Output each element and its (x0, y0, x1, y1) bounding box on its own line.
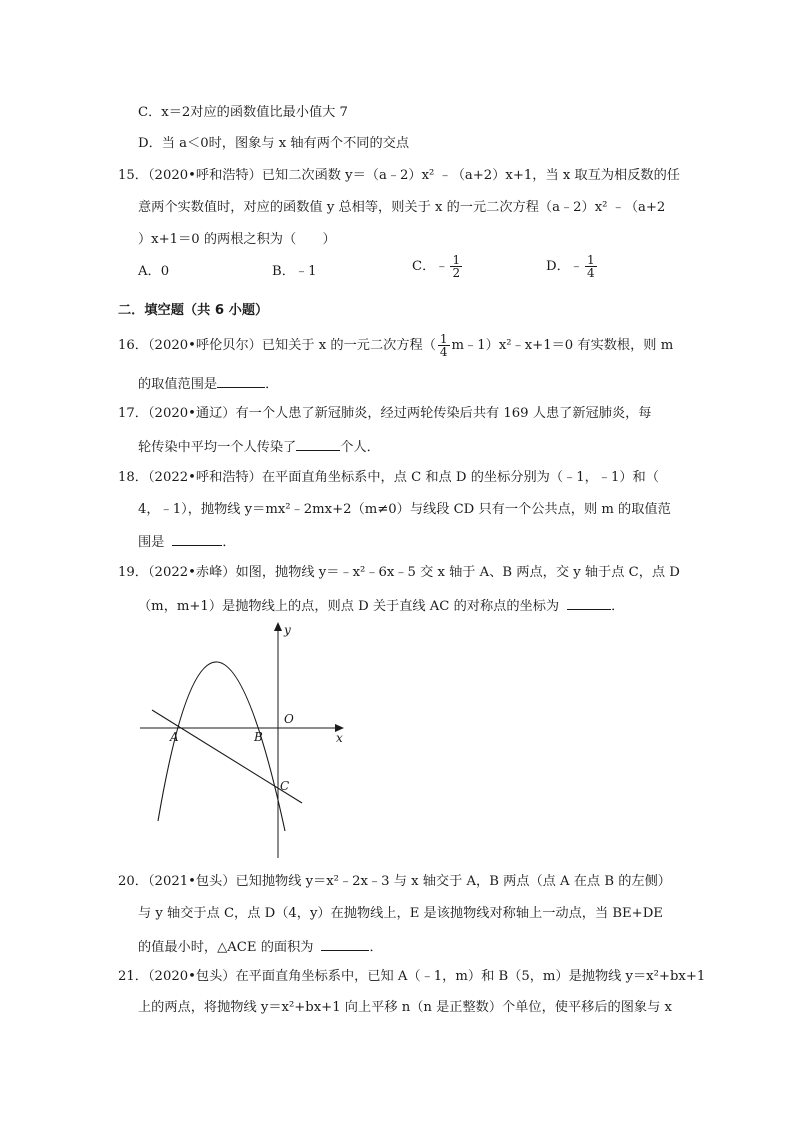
label-origin: O (284, 712, 294, 726)
fraction-numerator: 1 (452, 253, 461, 267)
q18-line-1: 18．（2022•呼和浩特）在平面直角坐标系中，点 C 和点 D 的坐标分别为（﹣1，﹣1）和（ (118, 470, 659, 485)
q18-line-2: 4，﹣1），抛物线 y＝mx²﹣2mx+2（m≠0）与线段 CD 只有一个公共点，则 m 的取值范 (138, 502, 671, 517)
q16-prefix: 16．（2020•呼伦贝尔）已知关于 x 的一元二次方程（ (118, 338, 436, 353)
q15-option-a: A．0 (138, 264, 170, 279)
q16-fraction (438, 333, 450, 358)
q18-period: ． (222, 535, 236, 550)
section-heading: 二．填空题（共 6 小题） (118, 303, 269, 318)
q20-line-3-text: 的值最小时，△ACE 的面积为 (138, 940, 314, 955)
q17-line-2 (138, 437, 380, 457)
parabola-curve (158, 662, 285, 831)
q19-line-1: 19．（2022•赤峰）如图，抛物线 y＝﹣x²﹣6x﹣5 交 x 轴于 A、B 两点，交 y 轴于点 C，点 D (118, 565, 680, 580)
fraction-denominator: 2 (452, 266, 461, 280)
label-y: y (284, 623, 291, 637)
q18-line-3 (138, 532, 236, 552)
y-axis-arrow (274, 622, 282, 631)
q15-line-3: ）x+1＝0 的两根之积为（ ） (138, 232, 336, 247)
q16-suffix: m﹣1）x²﹣x+1＝0 有实数根，则 m (451, 338, 674, 353)
q15-line-2: 意两个实数值时，对应的函数值 y 总相等，则关于 x 的一元二次方程（a﹣2）x² ﹣（a+2 (138, 200, 666, 215)
q15-line-1: 15．（2020•呼和浩特）已知二次函数 y＝（a﹣2）x² ﹣（a+2）x+1，当 x 取互为相反数的任 (118, 168, 680, 183)
answer-blank[interactable] (296, 437, 340, 451)
q16-line-2-text: 的取值范围是 (138, 377, 218, 392)
q16-line-2 (138, 374, 278, 394)
q17-line-1: 17．（2020•通辽）有一个人患了新冠肺炎，经过两轮传染后共有 169 人患了新冠肺炎，每 (118, 406, 652, 421)
label-x: x (336, 731, 343, 745)
q18-line-3-text: 围是 (138, 535, 165, 550)
answer-blank[interactable] (321, 937, 369, 951)
q15-option-d-fraction (585, 254, 597, 279)
q15-option-c-prefix: C．﹣ (412, 259, 449, 274)
q20-line-1: 20．（2021•包头）已知抛物线 y＝x²﹣2x﹣3 与 x 轴交于 A，B 两点（点 A 在点 B 的左侧） (118, 874, 671, 889)
line-option-d: D．当 a＜0时，图象与 x 轴有两个不同的交点 (138, 136, 410, 151)
q20-line-2: 与 y 轴交于点 C，点 D（4，y）在抛物线上，E 是该抛物线对称轴上一动点，当 BE+DE (138, 906, 663, 921)
q15-option-b: B．﹣1 (272, 264, 317, 279)
q15-option-c-fraction (450, 254, 462, 279)
q21-line-1: 21．（2020•包头）在平面直角坐标系中，已知 A（﹣1，m）和 B（5，m）是抛物线 y＝x²+bx+1 (118, 969, 706, 984)
q17-line-2-end: 个人． (340, 440, 380, 455)
q15-option-d (546, 254, 599, 279)
fraction-numerator: 1 (586, 253, 595, 267)
fraction-denominator: 4 (439, 345, 448, 359)
q15-option-d-prefix: D．﹣ (546, 259, 583, 274)
q19-line-2 (138, 596, 624, 616)
q20-period: ． (369, 940, 383, 955)
answer-blank[interactable] (567, 596, 611, 610)
label-b: B (254, 730, 263, 744)
label-a: A (170, 730, 179, 744)
q16-line-1 (118, 333, 673, 358)
q19-period: ． (611, 599, 625, 614)
answer-blank[interactable] (172, 532, 222, 546)
label-c: C (280, 779, 290, 793)
parabola-figure (130, 618, 360, 868)
fraction-numerator: 1 (439, 332, 448, 346)
q16-period: ． (265, 377, 279, 392)
q19-line-2-text: （m，m+1）是抛物线上的点，则点 D 关于直线 AC 的对称点的坐标为 (138, 599, 560, 614)
q20-line-3 (138, 937, 383, 957)
answer-blank[interactable] (217, 374, 265, 388)
q21-line-2: 上的两点，将抛物线 y＝x²+bx+1 向上平移 n（n 是正整数）个单位，使平移后的图象与 x (138, 1000, 672, 1015)
fraction-denominator: 4 (586, 266, 595, 280)
q17-line-2-text: 轮传染中平均一个人传染了 (138, 440, 297, 455)
line-option-c: C．x＝2对应的函数值比最小值大 7 (138, 105, 348, 120)
q15-option-c (412, 254, 464, 279)
